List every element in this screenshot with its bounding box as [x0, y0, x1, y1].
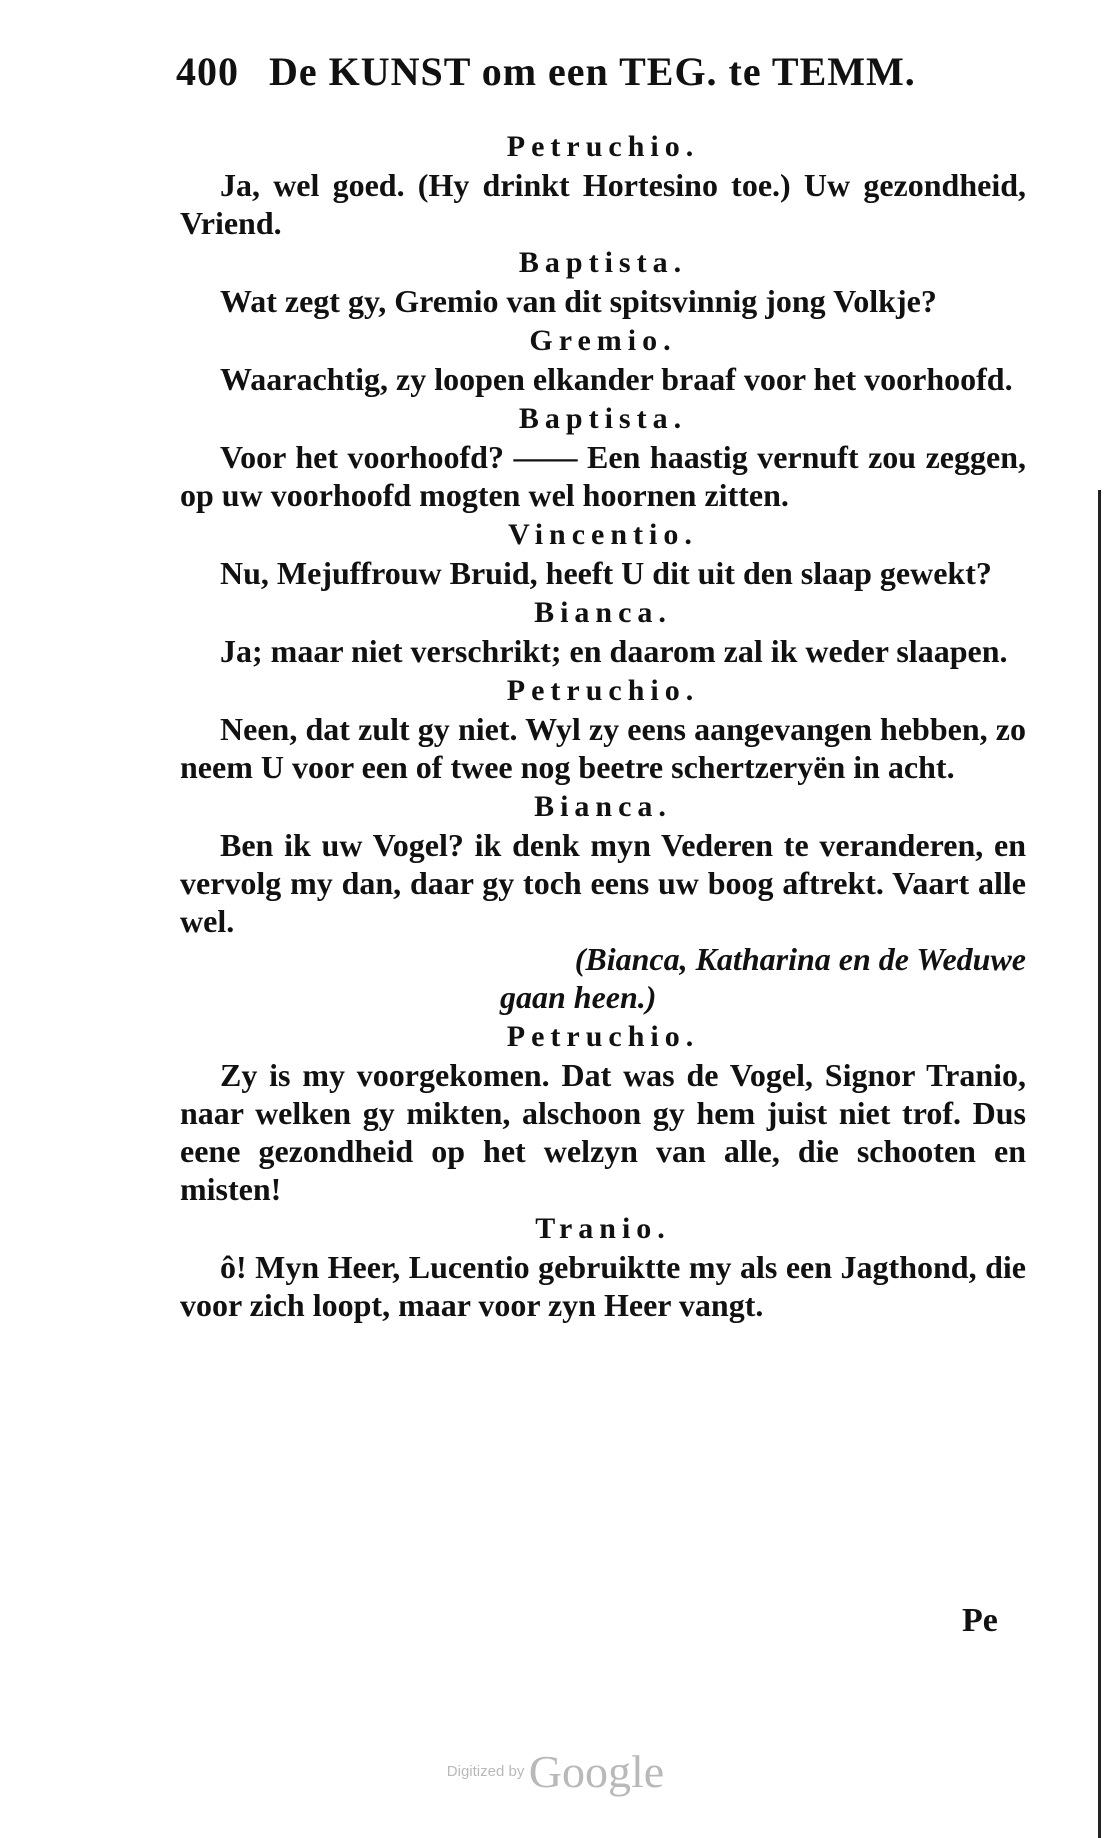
speech-paragraph [180, 166, 1026, 242]
speaker-name: Petruchio. [506, 130, 700, 163]
running-title: De KUNST om een TEG. te TEMM. [269, 49, 916, 94]
speech-text: Wat zegt gy, Gremio van dit spitsvinnig jong Volkje? [220, 283, 937, 319]
speaker-name: Gremio. [529, 324, 677, 357]
speech-paragraph [180, 554, 1026, 592]
page-number: 400 [176, 49, 239, 94]
speaker-name: Petruchio. [506, 1020, 700, 1053]
speaker-name: Baptista. [518, 402, 688, 435]
speaker-name: Petruchio. [506, 674, 700, 707]
speech-text: Ja, wel goed. (Hy drinkt Hortesino toe.) Uw gezondheid, Vriend. [180, 167, 1026, 241]
speech-text: Zy is my voorgekomen. Dat was de Vogel, Signor Tranio, naar welken gy mikten, alschoon gy hem juist niet trof. Dus eene gezondheid op het welzyn van alle, die schooten en misten! [180, 1057, 1026, 1207]
watermark-prefix: Digitized by [446, 1763, 525, 1780]
speech-text: Ja; maar niet verschrikt; en daarom zal ik weder slaapen. [220, 633, 1008, 669]
speaker-name: Bianca. [534, 790, 672, 823]
speaker-name: Tranio. [535, 1212, 671, 1245]
page-edge-line [1098, 490, 1101, 1838]
speaker-name: Vincentio. [508, 518, 698, 551]
speech-text: Nu, Mejuffrouw Bruid, heeft U dit uit den slaap gewekt? [220, 555, 992, 591]
dialogue-text [180, 126, 1026, 1324]
speech-paragraph [180, 1056, 1026, 1208]
stage-direction-line: gaan heen.) [500, 979, 657, 1015]
speech-paragraph [180, 282, 1026, 320]
speech-text: Neen, dat zult gy niet. Wyl zy eens aangevangen hebben, zo neem U voor een of twee nog beetre schertzeryën in acht. [180, 711, 1026, 785]
speech-text: Voor het voorhoofd? —— Een haastig vernuft zou zeggen, op uw voorhoofd mogten wel hoornen zitten. [180, 439, 1026, 513]
speech-paragraph [180, 1248, 1026, 1324]
speech-paragraph [180, 710, 1026, 786]
speaker-name: Baptista. [518, 246, 688, 279]
speech-text: ô! Myn Heer, Lucentio gebruiktte my als een Jagthond, die voor zich loopt, maar voor zyn Heer vangt. [180, 1249, 1026, 1323]
speech-paragraph [180, 826, 1026, 940]
speech-paragraph [180, 632, 1026, 670]
speaker-name: Bianca. [534, 596, 672, 629]
digitized-watermark [0, 1745, 1111, 1798]
catchword: Pe [962, 1602, 998, 1639]
speech-text: Ben ik uw Vogel? ik denk myn Vederen te veranderen, en vervolg my dan, daar gy toch eens uw boog aftrekt. Vaart alle wel. [180, 827, 1026, 939]
stage-direction [180, 940, 1026, 1016]
watermark-brand: Google [528, 1746, 665, 1797]
speech-text: Waarachtig, zy loopen elkander braaf voor het voorhoofd. [220, 361, 1013, 397]
speech-paragraph [180, 360, 1026, 398]
running-header [176, 48, 1026, 95]
speech-paragraph [180, 438, 1026, 514]
stage-direction-line: (Bianca, Katharina en de Weduwe [574, 941, 1026, 977]
